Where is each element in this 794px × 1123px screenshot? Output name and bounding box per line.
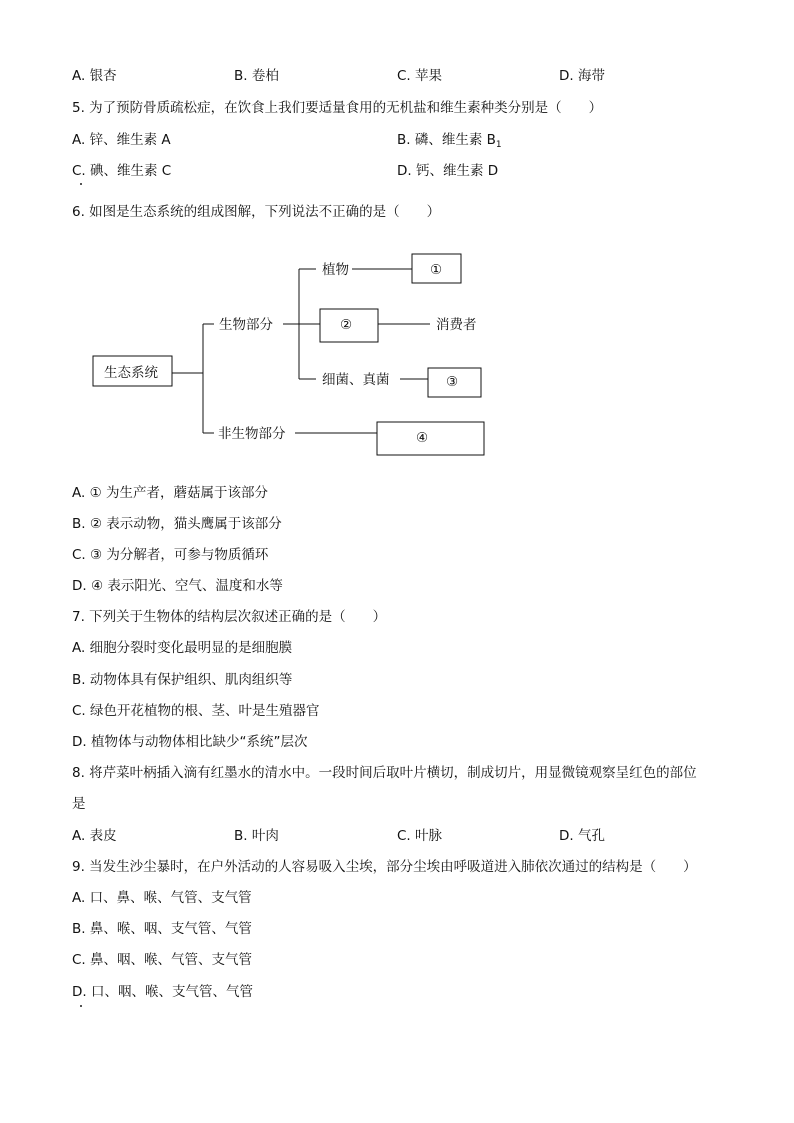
diagram-bio-label: 生物部分 xyxy=(219,317,273,333)
q9-option-c: C. 鼻、咽、喉、气管、支气管 xyxy=(72,952,253,968)
q6-option-c: C. ③ 为分解者，可参与物质循环 xyxy=(72,547,269,563)
q4-option-d: D. 海带 xyxy=(559,68,605,84)
scan-dot xyxy=(80,1005,82,1007)
q6-option-b: B. ② 表示动物，猫头鹰属于该部分 xyxy=(72,516,282,532)
q4-option-a: A. 银杏 xyxy=(72,68,117,84)
q6-stem: 6. 如图是生态系统的组成图解，下列说法不正确的是（ ） xyxy=(72,204,441,220)
q7-option-b: B. 动物体具有保护组织、肌肉组织等 xyxy=(72,672,293,688)
q5-option-b: B. 磷、维生素 $B_1$ xyxy=(397,132,502,150)
diagram-box-4-label: ④ xyxy=(415,430,429,446)
q4-option-b: B. 卷柏 xyxy=(234,68,279,84)
q5-stem: 5. 为了预防骨质疏松症，在饮食上我们要适量食用的无机盐和维生素种类分别是（ ） xyxy=(72,100,603,116)
q8-option-a: A. 表皮 xyxy=(72,828,117,844)
q5-option-a: A. 锌、维生素 A xyxy=(72,132,171,148)
q8-option-d: D. 气孔 xyxy=(559,828,605,844)
q8-option-c: C. 叶脉 xyxy=(397,828,443,844)
q9-option-b: B. 鼻、喉、咽、支气管、气管 xyxy=(72,921,252,937)
q7-option-d: D. 植物体与动物体相比缺少“系统”层次 xyxy=(72,734,308,750)
q8-stem-line-1: 8. 将芹菜叶柄插入滴有红墨水的清水中。一段时间后取叶片横切，制成切片，用显微镜观察呈红色的部位 xyxy=(72,765,697,781)
scan-dot xyxy=(80,183,82,185)
q6-option-a: A. ① 为生产者，蘑菇属于该部分 xyxy=(72,485,268,501)
q8-stem-line-2: 是 xyxy=(72,796,86,812)
diagram-box-3-label: ③ xyxy=(445,374,459,390)
q9-stem: 9. 当发生沙尘暴时，在户外活动的人容易吸入尘埃，部分尘埃由呼吸道进入肺依次通过的结构是（ ） xyxy=(72,859,697,875)
q5-option-d: D. 钙、维生素 D xyxy=(397,163,499,179)
diagram-bacteria-label: 细菌、真菌 xyxy=(322,372,390,388)
q7-option-c: C. 绿色开花植物的根、茎、叶是生殖器官 xyxy=(72,703,320,719)
diagram-consumers-label: 消费者 xyxy=(436,317,477,333)
diagram-nonbio-label: 非生物部分 xyxy=(218,426,286,442)
diagram-plants-label: 植物 xyxy=(322,262,349,278)
diagram-box-2-label: ② xyxy=(339,317,353,333)
q6-option-d: D. ④ 表示阳光、空气、温度和水等 xyxy=(72,578,283,594)
q4-option-c: C. 苹果 xyxy=(397,68,443,84)
diagram-root-label: 生态系统 xyxy=(104,365,158,381)
ecosystem-diagram xyxy=(0,240,794,470)
q8-option-b: B. 叶肉 xyxy=(234,828,279,844)
q9-option-d: D. 口、咽、喉、支气管、气管 xyxy=(72,984,253,1000)
diagram-box-1-label: ① xyxy=(429,262,443,278)
diagram-box-4 xyxy=(377,422,484,455)
q7-stem: 7. 下列关于生物体的结构层次叙述正确的是（ ） xyxy=(72,609,387,625)
q7-option-a: A. 细胞分裂时变化最明显的是细胞膜 xyxy=(72,640,293,656)
q9-option-a: A. 口、鼻、喉、气管、支气管 xyxy=(72,890,252,906)
q5-option-c: C. 碘、维生素 C xyxy=(72,163,172,179)
